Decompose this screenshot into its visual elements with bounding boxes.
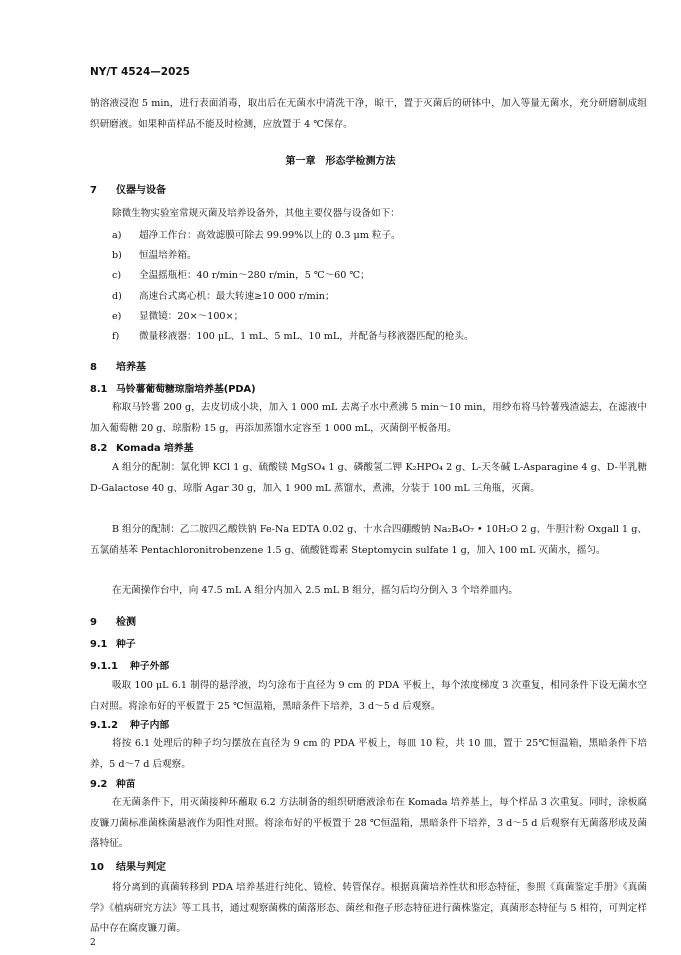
result-paragraph: 将分离到的真菌转移到 PDA 培养基进行纯化、镜检、转管保存。根据真菌培养性状和形态特征，参照《真菌鉴定手册》《真菌学》《植病研究方法》等工具书，通过观察菌株的菌落形态、菌丝和孢子形态特征进行菌株鉴定，真菌形态特征与 5 相符，可判定样品中存在腐皮镰刀菌。 [90,882,647,934]
subsection-9-2-heading [90,776,136,790]
subsection-8-2-heading [90,440,193,454]
list-item-text: 恒温培养箱。 [139,250,197,261]
subsection-9-1-1-heading [90,658,169,672]
intro-paragraph: 钠溶液浸泡 5 min，进行表面消毒，取出后在无菌水中清洗干净，晾干，置于灭菌后的研钵中，加入等量无菌水，充分研磨制成组织研磨液。如果种苗样品不能及时检测，应放置于 4 ℃保存。 [90,98,647,130]
list-item-label: c) [112,270,122,281]
list-item [112,288,335,302]
subsection-title: 马铃薯葡萄糖琼脂培养基(PDA) [116,384,256,395]
section-title: 检测 [116,617,136,628]
list-item [112,247,197,261]
section-number: 9 [90,617,97,628]
subsection-number: 8.1 [90,384,108,395]
list-item-label: a) [112,230,122,241]
section-7-heading [90,181,166,196]
seed-external-paragraph: 吸取 100 μL 6.1 制得的悬浮液，均匀涂布于直径为 9 cm 的 PDA 平板上，每个浓度梯度 3 次重复，相同条件下设无菌水空白对照。将涂布好的平板置于 25 ℃恒温箱，黑暗条件下培养，3 d～5 d 后观察。 [90,680,647,712]
list-item-text: 超净工作台：高效滤膜可除去 99.99%以上的 0.3 μm 粒子。 [139,230,401,241]
seedling-paragraph: 在无菌条件下，用灭菌接种环蘸取 6.2 方法制备的组织研磨液涂布在 Komada 培养基上，每个样品 3 次重复。同时，涂板腐皮镰刀菌标准菌株菌悬液作为阳性对照。将涂布好的平板置于 28 ℃恒温箱，黑暗条件下培养，3 d～5 d 后观察有无菌落形成及菌落特征。 [90,797,647,849]
chapter-title: 第一章 形态学检测方法 [285,156,396,167]
section-number: 7 [90,185,97,196]
section-number: 8 [90,362,97,373]
list-item [112,328,474,342]
subsection-8-1-heading [90,381,256,395]
subsection-number: 9.2 [90,779,108,790]
list-item-text: 全温摇瓶柜：40 r/min～280 r/min，5 ℃～60 ℃； [139,270,370,281]
list-item-text: 高速台式离心机：最大转速≥10 000 r/min； [139,291,335,302]
list-item-label: f) [112,331,120,342]
section-8-heading [90,358,146,373]
section-10-heading [90,858,166,873]
subsection-number: 8.2 [90,443,108,454]
mixing-paragraph: 在无菌操作台中，向 47.5 mL A 组分内加入 2.5 mL B 组分，摇匀后均分倒入 3 个培养皿内。 [112,585,518,596]
component-b-paragraph: B 组分的配制：乙二胺四乙酸铁钠 Fe-Na EDTA 0.02 g、十水合四硼酸钠 Na₂B₄O₇ • 10H₂O 2 g、牛胆汁粉 Oxgall 1 g、五氯硝基苯 Pentachloronitrobenzene 1.5 g、硫酸链霉素 Steptomycin sulfate 1 g，加入 100 mL 灭菌水，摇匀。 [90,524,647,556]
section-9-heading [90,613,136,628]
subsection-number: 9.1.2 [90,720,118,731]
section-title: 结果与判定 [116,862,166,873]
component-a-paragraph: A 组分的配制：氯化钾 KCl 1 g、硫酸镁 MgSO₄ 1 g、磷酸氢二钾 K₂HPO₄ 2 g、L-天冬碱 L-Asparagine 4 g、D-半乳糖 D-Galactose 40 g、琼脂 Agar 30 g，加入 1 900 mL 蒸馏水，煮沸，分装于 100 mL 三角瓶，灭菌。 [90,462,647,494]
list-item-text: 微量移液器：100 μL、1 mL、5 mL、10 mL，并配备与移液器匹配的枪头。 [139,331,474,342]
document-id-header: NY/T 4524—2025 [90,66,190,78]
section-7-intro: 除微生物实验室常规灭菌及培养设备外，其他主要仪器与设备如下： [112,208,400,219]
section-title: 仪器与设备 [116,185,166,196]
subsection-number: 9.1 [90,639,108,650]
section-number: 10 [90,862,104,873]
subsection-8-1-paragraph: 称取马铃薯 200 g，去皮切成小块，加入 1 000 mL 去离子水中煮沸 5 min～10 min，用纱布将马铃薯残渣滤去，在滤液中加入葡萄糖 20 g、琼脂粉 15 g，再添加蒸馏水定容至 1 000 mL，灭菌倒平板备用。 [90,402,647,434]
page-number: 2 [90,938,96,948]
list-item [112,227,401,241]
subsection-title: Komada 培养基 [116,443,194,454]
subsection-title: 种子外部 [130,661,170,672]
list-item-label: b) [112,250,122,261]
list-item-label: d) [112,291,122,302]
subsection-title: 种子内部 [130,720,170,731]
subsection-title: 种苗 [116,779,136,790]
section-title: 培养基 [116,362,146,373]
list-item [112,267,370,281]
list-item [112,308,243,322]
subsection-9-1-heading [90,636,136,650]
list-item-label: e) [112,311,122,322]
seed-internal-paragraph: 将按 6.1 处理后的种子均匀摆放在直径为 9 cm 的 PDA 平板上，每皿 10 粒，共 10 皿，置于 25℃恒温箱，黑暗条件下培养，5 d～7 d 后观察。 [90,738,647,770]
subsection-9-1-2-heading [90,717,169,731]
subsection-number: 9.1.1 [90,661,118,672]
subsection-title: 种子 [116,639,136,650]
list-item-text: 显微镜：20×～100×； [139,311,244,322]
